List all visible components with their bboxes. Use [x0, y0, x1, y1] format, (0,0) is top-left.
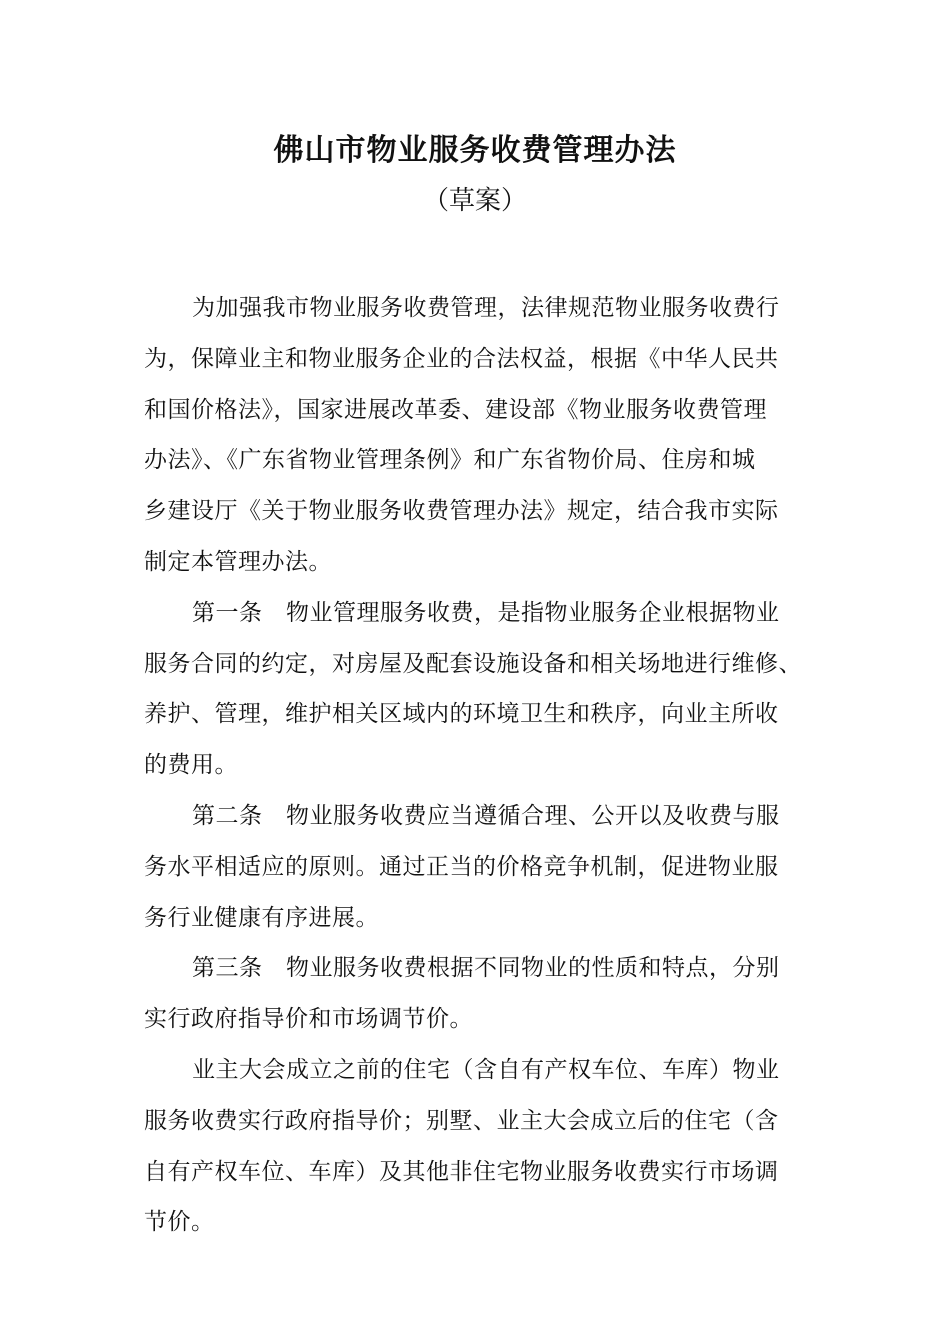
text-line: 第一条 物业管理服务收费，是指物业服务企业根据物业	[192, 599, 780, 626]
text-line: 务水平相适应的原则。通过正当的价格竞争机制，促进物业服	[144, 853, 779, 880]
article-3-detail-paragraph	[144, 1045, 816, 1248]
text-line: 务行业健康有序进展。	[144, 904, 379, 931]
text-line: 服务合同的约定，对房屋及配套设施设备和相关场地进行维修、	[144, 650, 802, 677]
text-line: 节价。	[144, 1209, 215, 1236]
article-3-paragraph	[144, 943, 816, 1045]
text-line: 制定本管理办法。	[144, 548, 332, 575]
preamble-paragraph	[144, 283, 816, 588]
document-title: 佛山市物业服务收费管理办法	[273, 133, 677, 168]
text-line: 第三条 物业服务收费根据不同物业的性质和特点，分别	[192, 955, 780, 982]
text-line: 服务收费实行政府指导价；别墅、业主大会成立后的住宅（含	[144, 1107, 779, 1134]
text-line: 自有产权车位、车库）及其他非住宅物业服务收费实行市场调	[144, 1158, 779, 1185]
text-line: 实行政府指导价和市场调节价。	[144, 1006, 473, 1033]
document-subtitle: （草案）	[422, 186, 527, 216]
article-1-paragraph	[144, 588, 816, 791]
text-line: 乡建设厅《关于物业服务收费管理办法》规定，结合我市实际	[144, 498, 779, 525]
text-line: 和国价格法》，国家进展改革委、建设部《物业服务收费管理	[144, 396, 767, 423]
text-line: 办法》、《广东省物业管理条例》和广东省物价局、住房和城	[144, 447, 756, 474]
text-line: 的费用。	[144, 752, 238, 779]
text-line: 养护、管理，维护相关区域内的环境卫生和秩序，向业主所收	[144, 701, 779, 728]
text-line: 为加强我市物业服务收费管理，法律规范物业服务收费行	[192, 295, 780, 321]
text-line: 业主大会成立之前的住宅（含自有产权车位、车库）物业	[192, 1056, 780, 1083]
text-line: 为，保障业主和物业服务企业的合法权益，根据《中华人民共	[144, 345, 779, 372]
article-2-paragraph	[144, 791, 816, 943]
text-line: 第二条 物业服务收费应当遵循合理、公开以及收费与服	[192, 802, 780, 829]
document-body	[144, 283, 816, 1248]
